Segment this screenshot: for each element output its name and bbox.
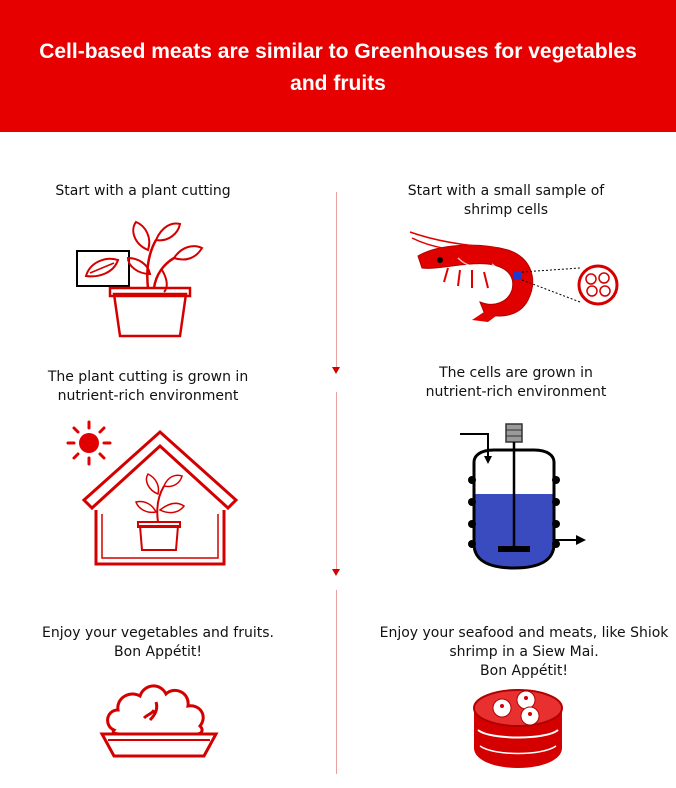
shrimp-cells-icon bbox=[408, 228, 622, 324]
page-title: Cell-based meats are similar to Greenhouses for vegetables and fruits bbox=[39, 40, 637, 95]
right-step3-caption: Enjoy your seafood and meats, like Shiok shrimp in a Siew Mai. Bon Appétit! bbox=[379, 625, 669, 679]
right-step1-caption: Start with a small sample of shrimp cells bbox=[407, 183, 605, 218]
dim-sum-steamer-icon bbox=[470, 686, 566, 770]
right-step2-caption: The cells are grown in nutrient-rich environment bbox=[425, 365, 607, 400]
center-divider-bottom bbox=[336, 590, 337, 774]
center-divider-middle bbox=[336, 392, 337, 570]
left-step2-caption: The plant cutting is grown in nutrient-rich environment bbox=[47, 369, 249, 404]
salad-bowl-icon bbox=[100, 680, 218, 760]
center-divider-top bbox=[336, 192, 337, 368]
plant-cutting-icon bbox=[76, 218, 206, 342]
greenhouse-icon bbox=[80, 428, 240, 568]
bioreactor-icon bbox=[458, 420, 588, 574]
header-banner bbox=[0, 0, 676, 132]
left-step3-caption: Enjoy your vegetables and fruits. Bon Appétit! bbox=[42, 625, 274, 660]
left-step1-caption: Start with a plant cutting bbox=[55, 183, 231, 199]
arrow-down-icon bbox=[332, 367, 340, 374]
arrow-down-icon bbox=[332, 569, 340, 576]
